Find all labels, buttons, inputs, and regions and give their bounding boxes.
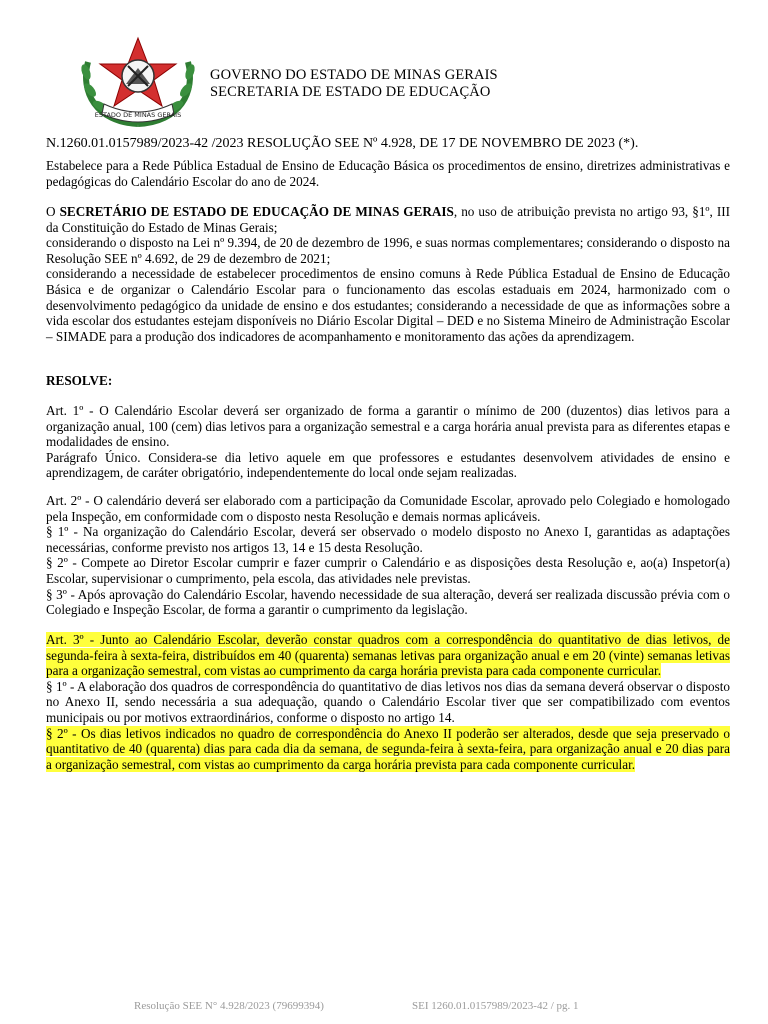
footer-left-text: Resolução SEE N° 4.928/2023 (79699394) — [134, 1000, 324, 1012]
resolve-heading — [46, 373, 730, 389]
government-name: GOVERNO DO ESTADO DE MINAS GERAIS — [210, 67, 498, 83]
document-title — [46, 135, 736, 152]
state-coat-of-arms-icon — [74, 32, 202, 132]
intro-prefix: O — [46, 204, 60, 219]
seal-text: ESTADO DE MINAS GERAIS — [94, 111, 182, 119]
footer-right-text: SEI 1260.01.0157989/2023-42 / pg. 1 — [412, 1000, 579, 1012]
art3-paragraph-2-highlighted: § 2º - Os dias letivos indicados no quadro de correspondência do Anexo II poderão ser alterados, desde que seja preservado o quantitativo de 40 (quarenta) dias para cada dia da semana, de segunda-feira à sexta-feira, para organização anual e 20 dias para a organização semestral, com vistas ao cumprimento da carga horária prevista para cada componente curricular. — [46, 725, 730, 772]
secretariat-name: SECRETARIA DE ESTADO DE EDUCAÇÃO — [210, 84, 491, 100]
preamble — [46, 204, 730, 344]
art2-caput: Art. 2º - O calendário deverá ser elaborado com a participação da Comunidade Escolar, aprovado pelo Colegiado e homologado pela Inspeção, em conformidade com o disposto nesta Resolução e demais normas aplicáveis. — [46, 493, 730, 524]
header — [210, 67, 498, 101]
footer-document-ref — [134, 1000, 324, 1012]
art3-caput-highlighted: Art. 3º - Junto ao Calendário Escolar, deverão constar quadros com a correspondência do quantitativo de dias letivos, de segunda-feira à sexta-feira, distribuídos em 40 (quarenta) semanas letivas para organização anual e em 20 (vinte) semanas letivas para a organização semestral, com vistas ao cumprimento da carga horária prevista para cada componente curricular. — [46, 632, 730, 679]
secretary-title: SECRETÁRIO DE ESTADO DE EDUCAÇÃO DE MINAS GERAIS — [59, 204, 454, 219]
art2-paragraph-3: § 3º - Após aprovação do Calendário Escolar, havendo necessidade de sua alteração, deverá ser realizada discussão prévia com o Colegiado e Inspeção Escolar, de forma a garantir o cumprimento da legislação. — [46, 586, 730, 618]
consideration-2: considerando a necessidade de estabelecer procedimentos de ensino comuns à Rede Pública Estadual de Ensino de Educação Básica e de organizar o Calendário Escolar para o funcionamento das escolas estaduais em 2024, harmonizado com o desenvolvimento pedagógico da unidade de ensino e dos estudantes; considerando a necessidade de que as informações sobre a vida escolar dos estudantes estejam disponíveis no Diário Escolar Digital – DED e no Sistema Mineiro de Administração Escolar – SIMADE para a produção dos indicadores de acompanhamento e monitoramento das ações da aprendizagem. — [46, 266, 730, 344]
article-1 — [46, 403, 730, 481]
intro-rest: , no uso de atribuição prevista no artigo 93, §1º, III da Constituição do Estado de Minas Gerais; — [46, 204, 731, 235]
ementa — [46, 158, 730, 189]
resolve-text: RESOLVE: — [46, 373, 113, 388]
consideration-1: considerando o disposto na Lei nº 9.394, de 20 de dezembro de 1996, e suas normas complementares; considerando o disposto na Resolução SEE nº 4.692, de 29 de dezembro de 2021; — [46, 235, 730, 266]
ementa-text: Estabelece para a Rede Pública Estadual de Ensino de Educação Básica os procedimentos de ensino, diretrizes administrativas e pedagógicas do Calendário Escolar do ano de 2024. — [46, 158, 730, 189]
article-3 — [46, 632, 730, 772]
art1-paragrafo: Parágrafo Único. Considera-se dia letivo aquele em que professores e estudantes desenvolvem atividades de ensino e aprendizagem, de caráter obrigatório, independentemente do local onde sejam realizadas. — [46, 449, 730, 481]
title-text: N.1260.01.0157989/2023-42 /2023 RESOLUÇÃO SEE Nº 4.928, DE 17 DE NOVEMBRO DE 2023 (*). — [46, 136, 639, 151]
art1-caput: Art. 1º - O Calendário Escolar deverá ser organizado de forma a garantir o mínimo de 200 (duzentos) dias letivos para a organização anual, 100 (cem) dias letivos para a organização semestral e a carga horária anual prevista para as diferentes etapas e modalidades de ensino. — [46, 403, 730, 450]
art2-paragraph-2: § 2º - Compete ao Diretor Escolar cumprir e fazer cumprir o Calendário e as disposições desta Resolução e, ao(a) Inspetor(a) Escolar, supervisionar o cumprimento, pela escola, das atividades nele previstas. — [46, 555, 730, 586]
preamble-intro — [46, 204, 730, 235]
art2-paragraph-1: § 1º - Na organização do Calendário Escolar, deverá ser observado o modelo disposto no Anexo I, garantidas as adaptações necessárias, conforme previsto nos artigos 13, 14 e 15 desta Resolução. — [46, 524, 730, 555]
art3-paragraph-1: § 1º - A elaboração dos quadros de correspondência do quantitativo de dias letivos nos dias da semana deverá observar o disposto no Anexo II, sendo necessária a sua adequação, quando o Calendário Escolar tiver que ser compatibilizado com eventos municipais ou por motivos extraordinários, conforme o disposto no artigo 14. — [46, 678, 730, 725]
article-2 — [46, 493, 730, 618]
footer-sei-ref — [412, 1000, 579, 1012]
